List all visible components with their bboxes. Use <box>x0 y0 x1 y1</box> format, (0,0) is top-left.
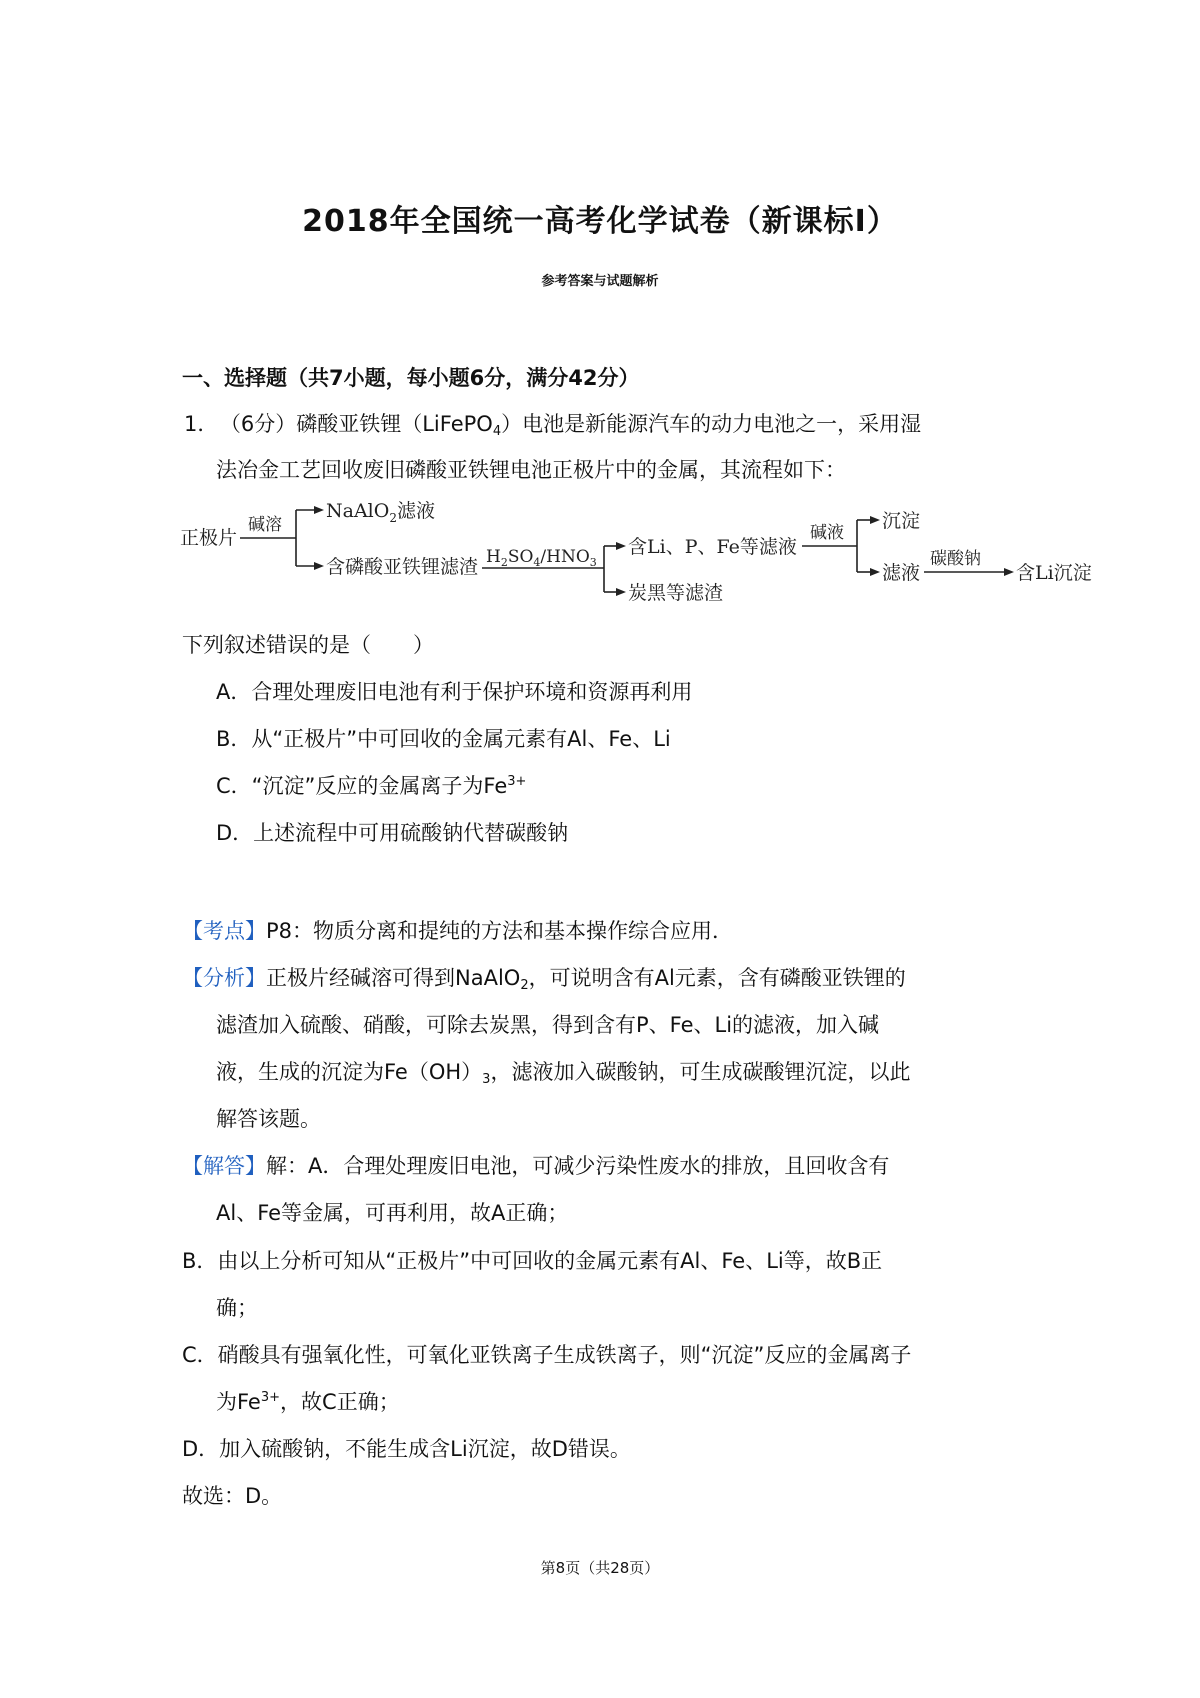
flow-start: 正极片 <box>180 527 238 549</box>
option-c: C．“沉淀”反应的金属离子为$Fe^{3+}$ <box>216 774 527 798</box>
page-footer: 第8页（共28页） <box>540 1559 660 1577</box>
answer-line: 故选：D。 <box>182 1484 283 1508</box>
page-subtitle: 参考答案与试题解析 <box>541 274 659 289</box>
jieda-line-1: 【解答】解：A．合理处理废旧电池，可减少污染性废水的排放，且回收含有 <box>182 1154 890 1178</box>
jieda-label: 【解答】 <box>182 1154 266 1178</box>
kaodian-label: 【考点】 <box>182 919 266 943</box>
jieda-line-3: B．由以上分析可知从“正极片”中可回收的金属元素有Al、Fe、Li等，故B正 <box>182 1249 883 1273</box>
kaodian-line: 【考点】P8：物质分离和提纯的方法和基本操作综合应用． <box>182 919 734 943</box>
flow-output-2: 含磷酸亚铁锂滤渣 <box>326 556 479 578</box>
flow-output-5: 沉淀 <box>882 510 921 532</box>
fenxi-line-3: 液，生成的沉淀为$Fe(OH)_3$，滤液加入碳酸钠，可生成碳酸锂沉淀，以此 <box>216 1060 911 1087</box>
arrow-icon <box>870 568 880 576</box>
jieda-line-6: 为$Fe^{3+}$，故C正确； <box>216 1390 400 1414</box>
arrow-icon <box>314 562 324 570</box>
option-d: D．上述流程中可用硫酸钠代替碳酸钠 <box>216 821 569 845</box>
question-number: 1． <box>184 412 219 436</box>
arrow-icon <box>616 588 626 596</box>
arrow-icon <box>870 516 880 524</box>
section-heading: 一、选择题（共7小题，每小题6分，满分42分） <box>182 366 640 390</box>
fenxi-line-4: 解答该题。 <box>216 1107 321 1131</box>
flow-output-6: 滤液 <box>882 562 921 584</box>
option-a: A．合理处理废旧电池有利于保护环境和资源再利用 <box>216 680 693 704</box>
jieda-line-7: D．加入硫酸钠，不能生成含Li沉淀，故D错误。 <box>182 1437 631 1461</box>
fenxi-line-1: 【分析】正极片经碱溶可得到NaAlO$_2$，可说明含有Al元素，含有磷酸亚铁锂的 <box>182 966 906 993</box>
flow-step-1: 碱溶 <box>248 515 282 535</box>
option-b: B．从“正极片”中可回收的金属元素有Al、Fe、Li <box>216 727 671 751</box>
flow-output-1: NaAlO$_2$滤液 <box>326 500 435 525</box>
jieda-line-5: C．硝酸具有强氧化性，可氧化亚铁离子生成铁离子，则“沉淀”反应的金属离子 <box>182 1343 912 1367</box>
question-line-1: 1． （6分）磷酸亚铁锂（LiFePO$_4$）电池是新能源汽车的动力电池之一，采用湿 <box>184 412 922 439</box>
flow-output-7: 含Li沉淀 <box>1016 562 1092 584</box>
fenxi-line-2: 滤渣加入硫酸、硝酸，可除去炭黑，得到含有P、Fe、Li的滤液，加入碱 <box>216 1013 880 1037</box>
flow-step-3: 碳酸钠 <box>930 549 981 569</box>
jieda-line-2: Al、Fe等金属，可再利用，故A正确； <box>216 1201 569 1225</box>
page-title: 2018年全国统一高考化学试卷（新课标Ⅰ） <box>302 204 898 239</box>
question-prompt: 下列叙述错误的是（ ） <box>182 633 434 657</box>
question-line-2: 法冶金工艺回收废旧磷酸亚铁锂电池正极片中的金属，其流程如下： <box>216 458 846 482</box>
arrow-icon <box>314 506 324 514</box>
flow-step-2: 碱液 <box>810 523 844 543</box>
flow-output-4: 炭黑等滤渣 <box>628 582 724 604</box>
flow-reagent: $H_2SO_4/HNO_3$ <box>486 547 597 569</box>
fenxi-label: 【分析】 <box>182 966 266 990</box>
process-flowchart <box>180 496 1140 606</box>
arrow-icon <box>616 542 626 550</box>
arrow-icon <box>1004 568 1014 576</box>
flow-output-3: 含Li、P、Fe等滤液 <box>628 536 797 558</box>
jieda-line-4: 确； <box>216 1296 258 1320</box>
